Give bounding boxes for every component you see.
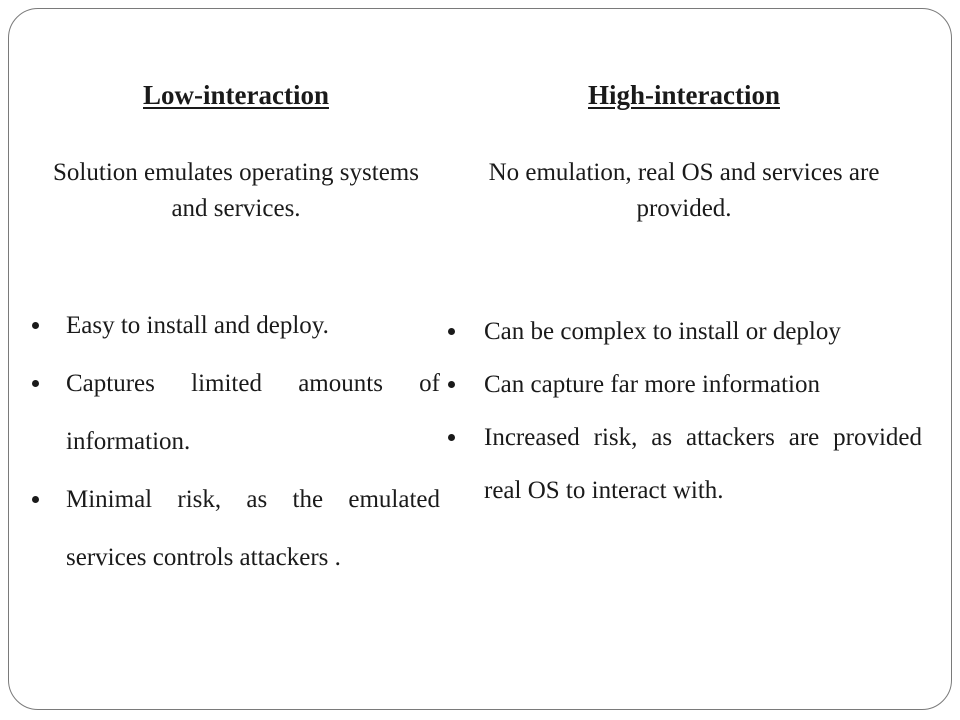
bullet-dot-icon bbox=[32, 496, 39, 503]
bullet-dot-icon bbox=[32, 380, 39, 387]
high-interaction-bullet-list bbox=[446, 305, 922, 517]
high-bullet-text: Increased risk, as attackers are provided real OS to interact with. bbox=[484, 424, 922, 504]
low-bullet-text: Easy to install and deploy. bbox=[66, 312, 329, 339]
high-bullet-item bbox=[446, 411, 922, 517]
high-bullet-text: Can be complex to install or deploy bbox=[484, 318, 841, 345]
low-bullet-item bbox=[30, 471, 440, 587]
low-interaction-heading: Low-interaction bbox=[143, 80, 329, 110]
bullet-dot-icon bbox=[448, 381, 455, 388]
high-bullet-text: Can capture far more information bbox=[484, 371, 820, 398]
low-bullet-text: Minimal risk, as the emulated services controls attackers . bbox=[66, 486, 440, 571]
high-interaction-summary: No emulation, real OS and services are provided. bbox=[488, 159, 880, 222]
bullet-dot-icon bbox=[448, 328, 455, 335]
low-bullet-text: Captures limited amounts of information. bbox=[66, 370, 440, 455]
high-bullet-item bbox=[446, 358, 922, 411]
high-bullet-item bbox=[446, 305, 922, 358]
low-bullet-item bbox=[30, 355, 440, 471]
bullet-dot-icon bbox=[32, 322, 39, 329]
bullet-dot-icon bbox=[448, 434, 455, 441]
high-interaction-heading: High-interaction bbox=[588, 80, 780, 110]
low-bullet-item bbox=[30, 297, 440, 355]
low-interaction-bullet-list bbox=[30, 297, 440, 587]
low-interaction-summary: Solution emulates operating systems and services. bbox=[53, 159, 419, 222]
